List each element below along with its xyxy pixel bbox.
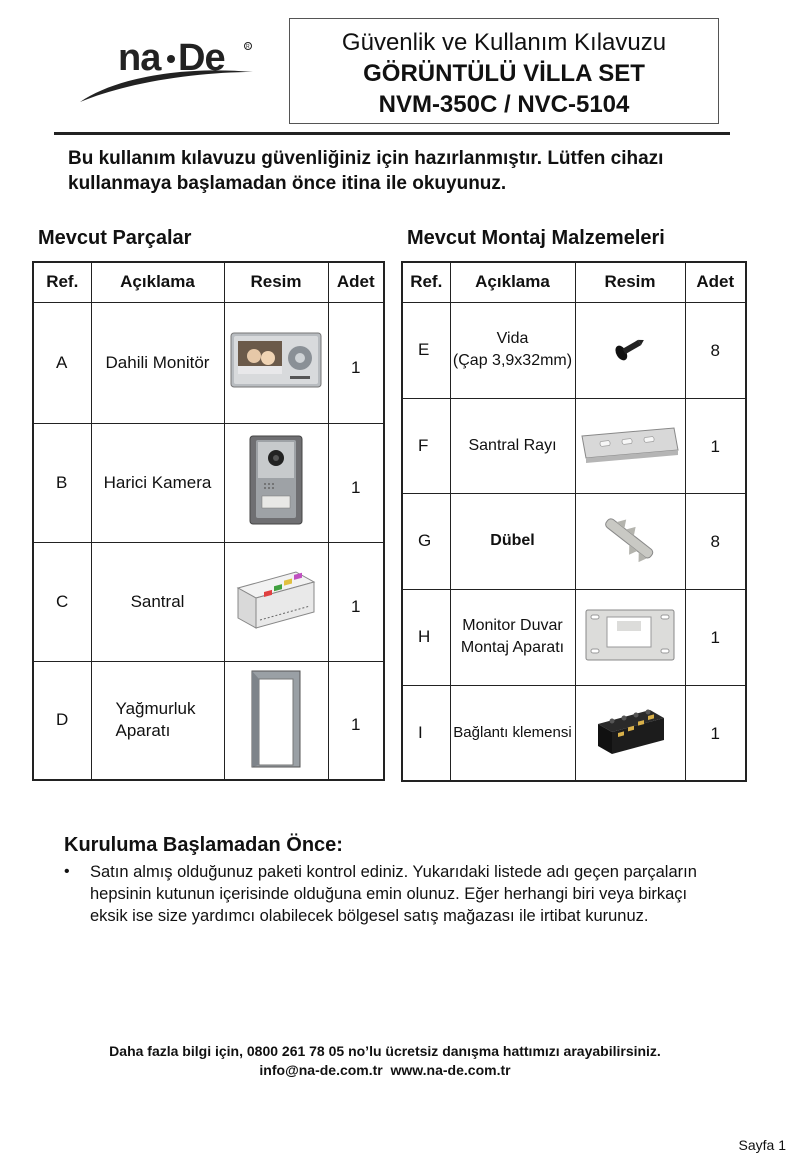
title-line-1: Güvenlik ve Kullanım Kılavuzu xyxy=(341,29,667,56)
qty-cell: 1 xyxy=(685,685,746,781)
title-line-3: NVM-350C / NVC-5104 xyxy=(378,91,630,118)
qty-cell: 1 xyxy=(328,302,384,423)
table-row xyxy=(33,542,384,661)
col-ref: Ref. xyxy=(33,262,91,302)
col-qty: Adet xyxy=(328,262,384,302)
bullet-icon: • xyxy=(64,863,70,880)
qty-cell: 8 xyxy=(685,302,746,398)
table-row xyxy=(402,302,746,398)
table-row xyxy=(402,398,746,493)
nade-logo xyxy=(78,36,260,106)
ref-cell: D xyxy=(33,661,91,780)
ref-cell: A xyxy=(33,302,91,423)
table-row xyxy=(33,423,384,542)
ref-cell: F xyxy=(402,398,450,493)
col-qty: Adet xyxy=(685,262,746,302)
desc-line-1: Vida xyxy=(496,330,529,347)
ref-cell: E xyxy=(402,302,450,398)
din-rail-icon xyxy=(578,422,682,464)
svg-text:R: R xyxy=(246,44,250,50)
table-row xyxy=(402,493,746,589)
parts-title: Mevcut Parçalar xyxy=(38,227,192,249)
desc-cell: Bağlantı klemensi xyxy=(450,685,575,781)
ref-cell: C xyxy=(33,542,91,661)
table-row xyxy=(33,661,384,780)
col-image: Resim xyxy=(224,262,328,302)
qty-cell: 1 xyxy=(328,542,384,661)
parts-table xyxy=(32,261,385,781)
qty-cell: 1 xyxy=(328,423,384,542)
col-ref: Ref. xyxy=(402,262,450,302)
desc-cell xyxy=(91,661,224,780)
desc-line-1: Yağmurluk xyxy=(115,699,196,719)
desc-line-2: Aparatı xyxy=(115,721,171,741)
intro-line-2: kullanmaya başlamadan önce itina ile okuyunuz. xyxy=(68,173,507,194)
ref-cell: H xyxy=(402,589,450,685)
footer-contact: info@na-de.com.tr www.na-de.com.tr xyxy=(259,1062,511,1078)
qty-cell: 1 xyxy=(328,661,384,780)
col-image: Resim xyxy=(575,262,685,302)
desc-cell xyxy=(450,302,575,398)
desc-cell: Dahili Monitör xyxy=(91,302,224,423)
table-row xyxy=(402,589,746,685)
wall-bracket-icon xyxy=(583,607,677,663)
title-box xyxy=(289,18,719,124)
svg-text:na: na xyxy=(118,37,161,79)
table-row xyxy=(402,685,746,781)
col-desc: Açıklama xyxy=(91,262,224,302)
header-divider xyxy=(54,132,730,135)
bullet-text: Satın almış olduğunuz paketi kontrol ediniz. Yukarıdaki listede adı geçen parçaların hepsinin kutunun içerisinde olduğuna emin olunuz. Eğer herhangi biri veya birkaçı eksik ise size yardımcı olabilecek bölgesel satış mağazası ile irtibat kurunuz. xyxy=(90,863,697,925)
qty-cell: 1 xyxy=(685,398,746,493)
col-desc: Açıklama xyxy=(450,262,575,302)
table-header-row xyxy=(33,262,384,302)
desc-line-2: (Çap 3,9x32mm) xyxy=(452,352,573,369)
before-install-bullet xyxy=(64,861,744,927)
rain-cover-icon xyxy=(248,667,304,769)
svg-text:De: De xyxy=(178,37,225,79)
wall-plug-icon xyxy=(595,508,665,570)
screw-icon xyxy=(613,335,647,361)
title-line-2: GÖRÜNTÜLÜ VİLLA SET xyxy=(363,60,645,87)
table-row xyxy=(33,302,384,423)
desc-line-2: Montaj Aparatı xyxy=(460,639,565,656)
table-header-row xyxy=(402,262,746,302)
desc-cell: Santral xyxy=(91,542,224,661)
intro-text xyxy=(68,146,758,196)
footer-line-1: Daha fazla bilgi için, 0800 261 78 05 no’lu ücretsiz danışma hattımızı arayabilirsiniz. xyxy=(109,1043,661,1059)
footer xyxy=(0,1042,770,1080)
page-number: Sayfa 1 xyxy=(738,1137,786,1153)
mounting-table xyxy=(401,261,747,782)
desc-cell: Harici Kamera xyxy=(91,423,224,542)
terminal-block-icon xyxy=(592,702,668,758)
central-unit-icon xyxy=(234,566,318,632)
mounting-title: Mevcut Montaj Malzemeleri xyxy=(407,227,665,249)
camera-icon xyxy=(248,434,304,526)
desc-line-1: Monitor Duvar xyxy=(462,617,563,634)
qty-cell: 8 xyxy=(685,493,746,589)
ref-cell: B xyxy=(33,423,91,542)
ref-cell: I xyxy=(402,685,450,781)
desc-cell xyxy=(450,589,575,685)
intro-line-1: Bu kullanım kılavuzu güvenliğiniz için hazırlanmıştır. Lütfen cihazı xyxy=(68,148,664,169)
monitor-icon xyxy=(230,332,322,388)
qty-cell: 1 xyxy=(685,589,746,685)
desc-cell: Dübel xyxy=(450,493,575,589)
desc-cell: Santral Rayı xyxy=(450,398,575,493)
ref-cell: G xyxy=(402,493,450,589)
before-install-title: Kuruluma Başlamadan Önce: xyxy=(64,834,343,856)
